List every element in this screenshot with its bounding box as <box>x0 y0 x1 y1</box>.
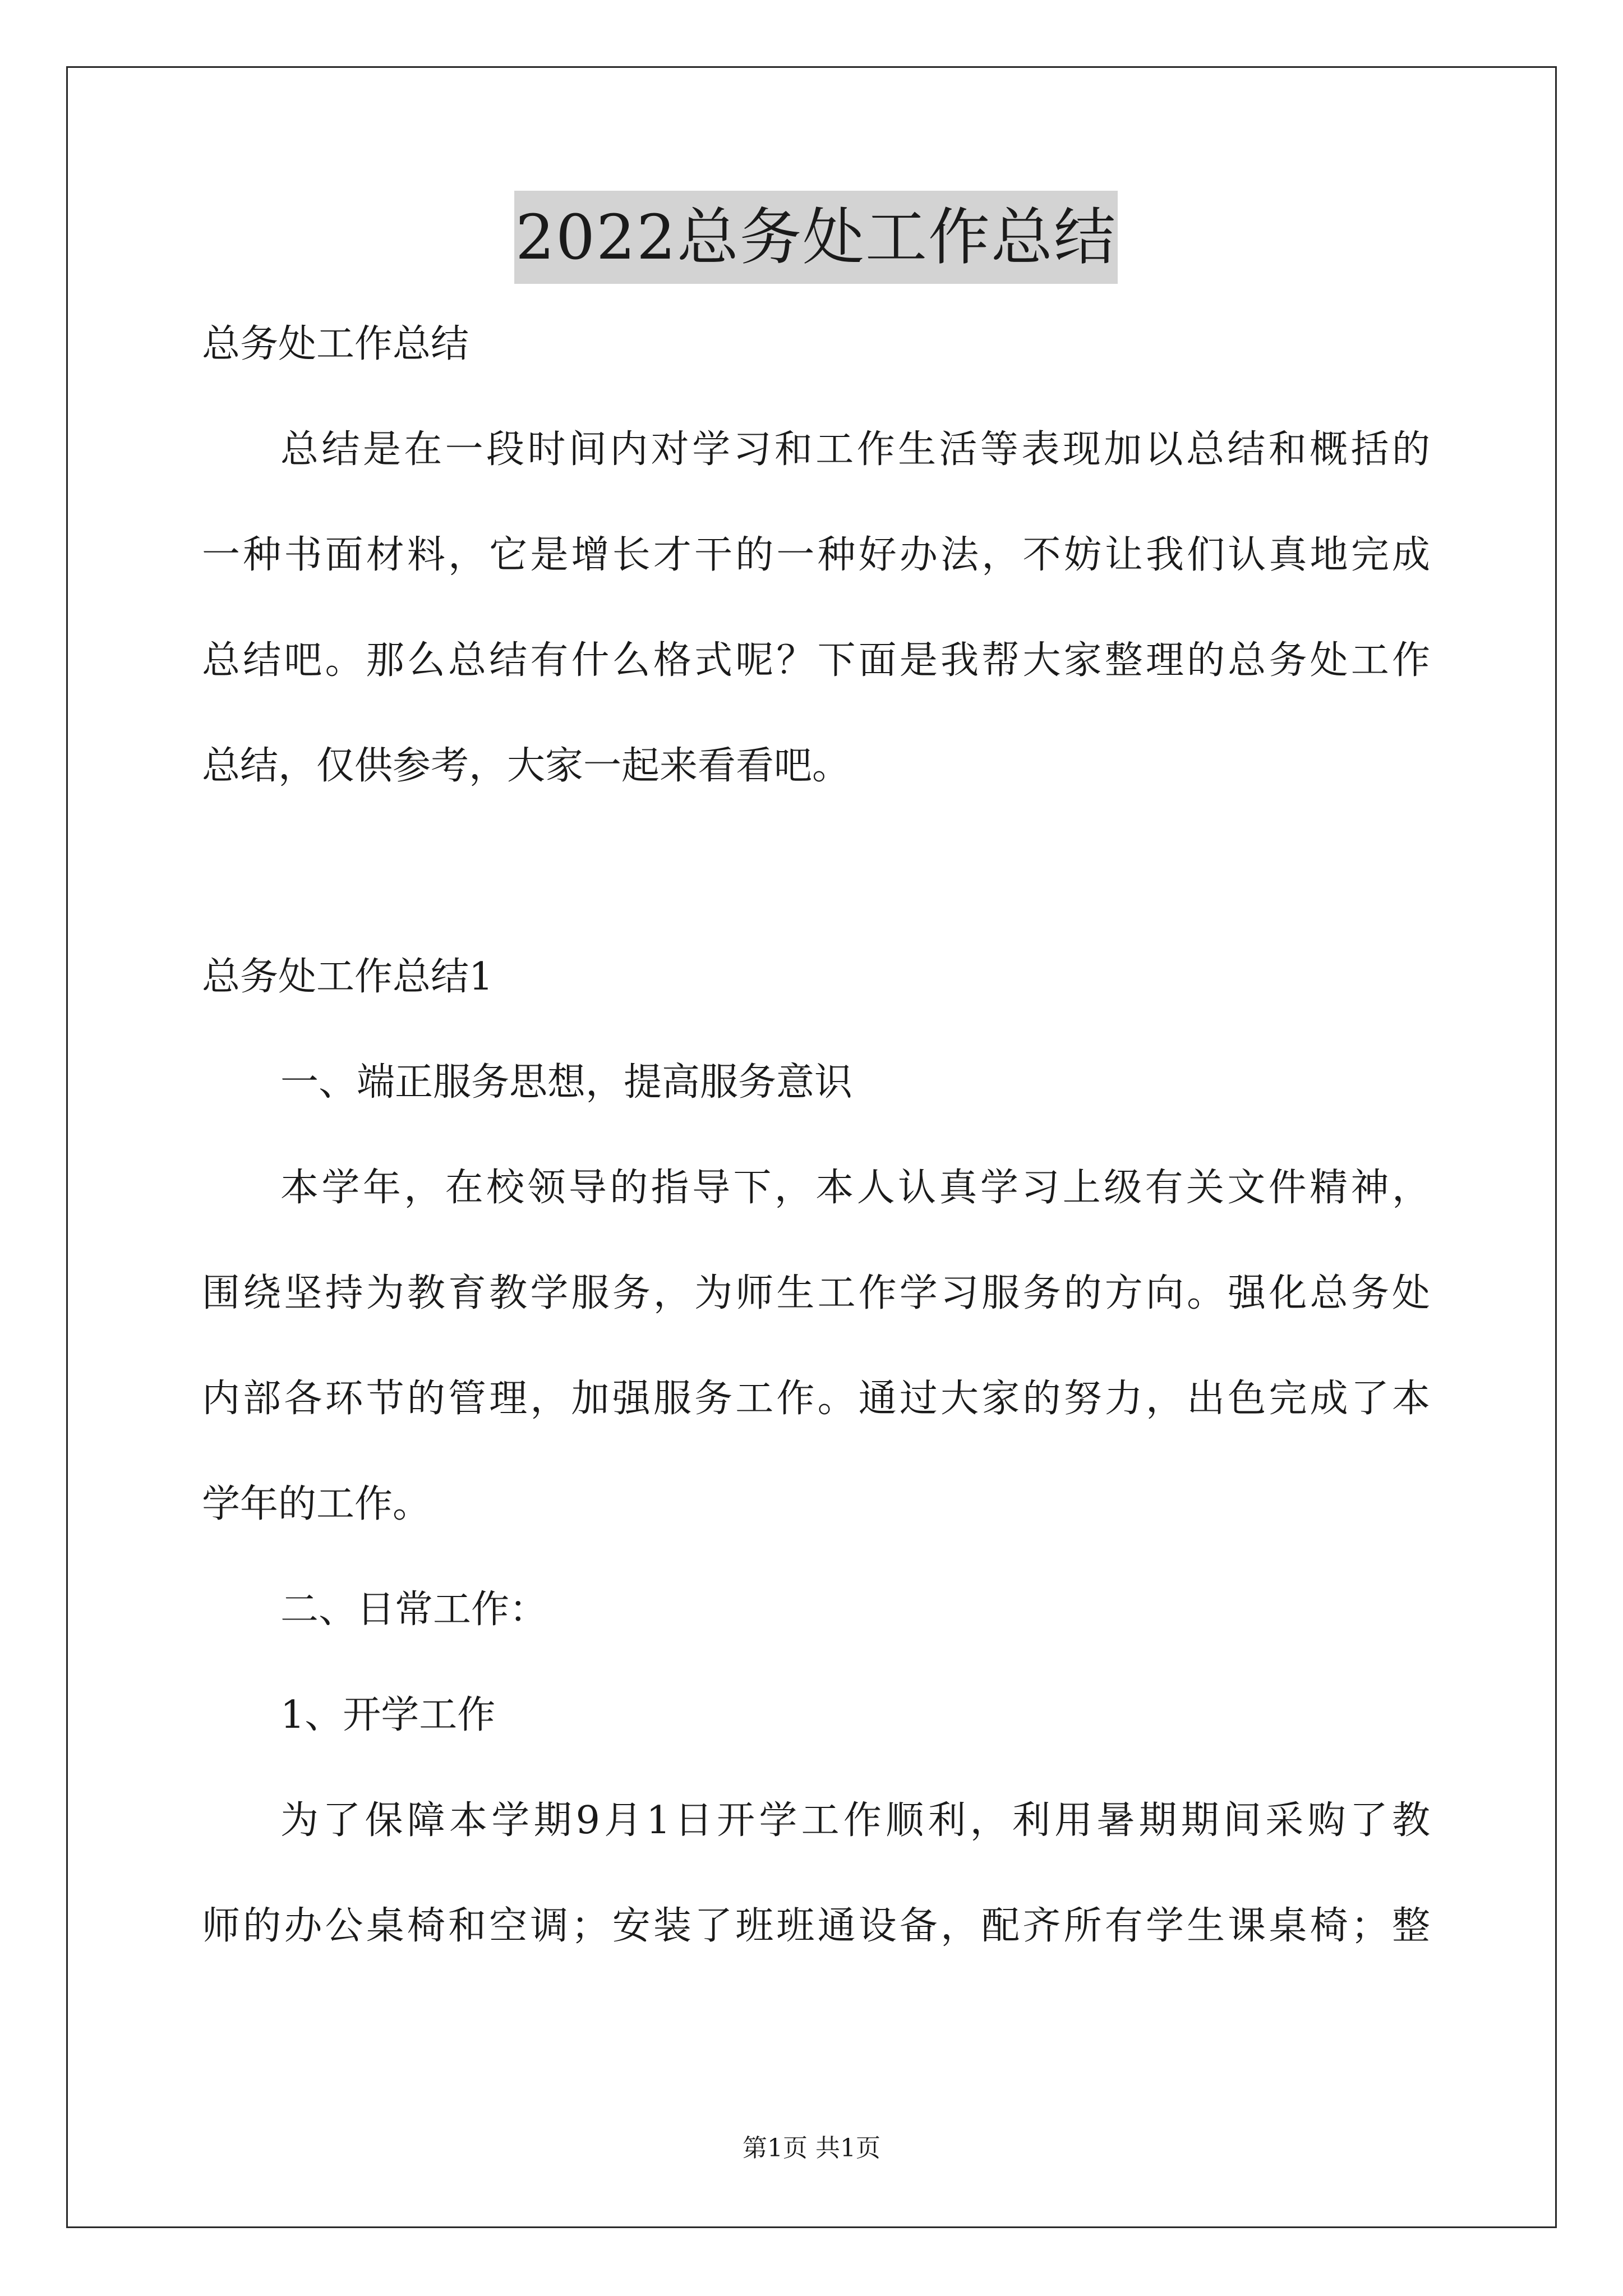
text-line: 总务处工作总结 <box>202 322 469 366</box>
text-line: 师的办公桌椅和空调；安装了班班通设备，配齐所有学生课桌椅；整 <box>202 1904 1430 1948</box>
text-line: 一、端正服务思想，提高服务意识 <box>280 1060 853 1105</box>
text-line: 学年的工作。 <box>202 1482 431 1526</box>
document-body <box>202 191 1430 1979</box>
text-line: 总结，仅供参考，大家一起来看看吧。 <box>202 744 851 788</box>
title-row <box>202 191 1430 292</box>
text-line: 总务处工作总结1 <box>202 955 494 999</box>
text-line: 内部各环节的管理，加强服务工作。通过大家的努力，出色完成了本 <box>202 1377 1430 1421</box>
text-line: 总结吧。那么总结有什么格式呢？下面是我帮大家整理的总务处工作 <box>202 638 1430 683</box>
text-line: 一种书面材料，它是增长才干的一种好办法，不妨让我们认真地完成 <box>202 533 1430 577</box>
text-line: 围绕坚持为教育教学服务，为师生工作学习服务的方向。强化总务处 <box>202 1271 1430 1315</box>
text-line: 本学年，在校领导的指导下，本人认真学习上级有关文件精神， <box>280 1166 1430 1210</box>
text-line: 总结是在一段时间内对学习和工作生活等表现加以总结和概括的 <box>280 427 1430 472</box>
document-title: 2022总务处工作总结 <box>514 191 1118 284</box>
blank-line <box>202 819 1430 924</box>
text-line: 1、开学工作 <box>280 1693 496 1737</box>
page-footer: 第1页 共1页 <box>743 2134 880 2162</box>
paragraph-lines <box>202 292 1430 1979</box>
text-line: 为了保障本学期9月1日开学工作顺利，利用暑期期间采购了教 <box>280 1798 1430 1843</box>
text-line: 二、日常工作： <box>280 1588 548 1632</box>
